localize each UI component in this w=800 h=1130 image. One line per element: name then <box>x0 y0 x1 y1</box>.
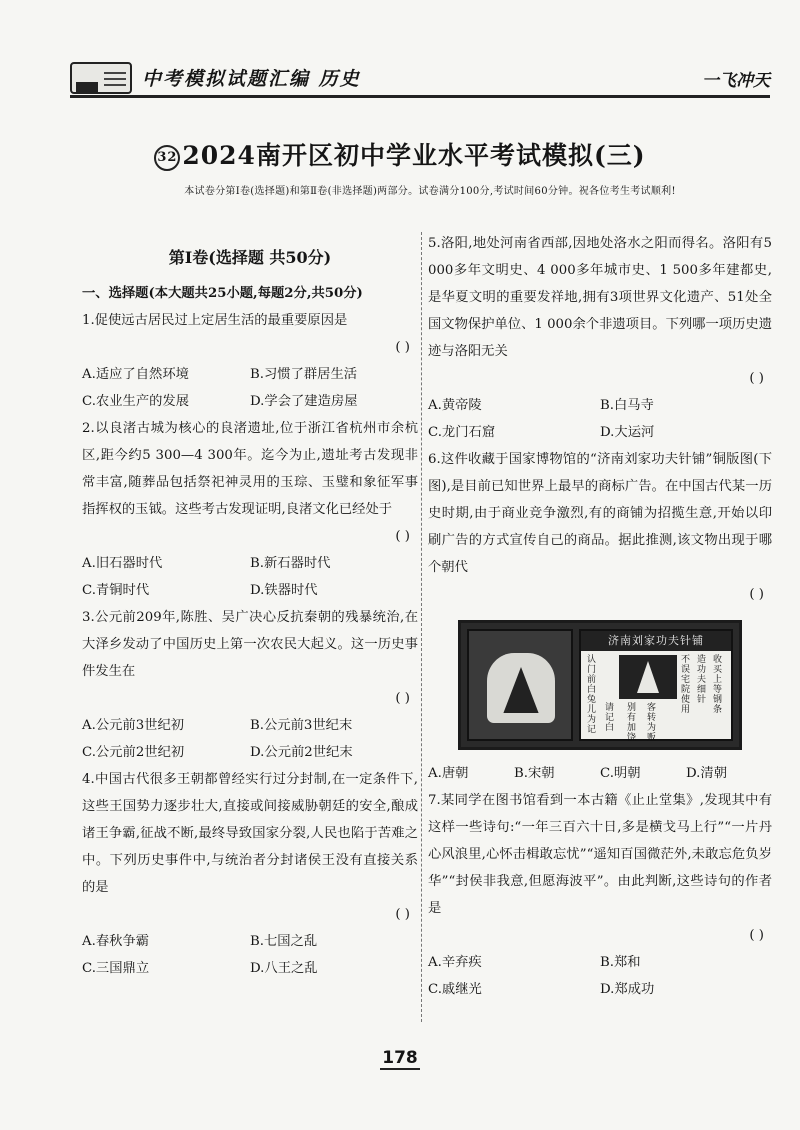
exam-instructions: 本试卷分第Ⅰ卷(选择题)和第Ⅱ卷(非选择题)两部分。试卷满分100分,考试时间60分钟。祝各位考生考试顺利! <box>184 186 676 197</box>
option: B.公元前3世纪末 <box>250 718 353 733</box>
option: C.龙门石窟 <box>428 425 496 440</box>
option-list <box>428 949 772 1003</box>
plate-column-text: 收买上等钢条 <box>713 655 723 715</box>
question-stem: 1.促使远古居民过上定居生活的最重要原因是 <box>82 313 348 328</box>
option: D.公元前2世纪末 <box>250 745 353 760</box>
option-list <box>82 361 418 415</box>
answer-bracket: ( ) <box>749 371 764 386</box>
question-stem: 6.这件收藏于国家博物馆的“济南刘家功夫针铺”铜版图(下图),是目前已知世界上最早的商标广告。在中国古代某一历史时期,由于商业竞争激烈,有的商铺为招揽生意,开始以印刷广告的方式宣传自己的商品。据此推测,该文物出现于哪个朝代 <box>428 452 772 575</box>
page-header <box>70 58 770 98</box>
column-divider <box>421 232 422 1022</box>
plate-left-panel <box>467 629 573 741</box>
question <box>428 446 772 787</box>
printing-plate-figure <box>458 620 742 750</box>
brand-name: 一飞冲天 <box>702 71 770 91</box>
option: A.公元前3世纪初 <box>82 718 185 733</box>
white-rabbit-icon <box>619 655 677 699</box>
left-column <box>82 230 418 982</box>
plate-header-text: 济南刘家功夫针铺 <box>581 631 731 651</box>
option-list <box>428 392 772 446</box>
page-number <box>0 1048 800 1070</box>
option: D.清朝 <box>686 766 728 781</box>
page-number-text: 178 <box>382 1048 418 1068</box>
option: A.春秋争霸 <box>82 934 150 949</box>
option: A.适应了自然环境 <box>82 367 189 382</box>
option: B.七国之乱 <box>250 934 318 949</box>
exam-title-text: 2024南开区初中学业水平考试模拟(三) <box>182 141 646 170</box>
option: A.唐朝 <box>428 766 469 781</box>
option: A.旧石器时代 <box>82 556 163 571</box>
plate-column-text: 造功夫细针 <box>697 655 707 705</box>
question-stem: 2.以良渚古城为核心的良渚遗址,位于浙江省杭州市余杭区,距今约5 300—4 300年。迄今为止,遗址考古发现非常丰富,随葬品包括祭祀神灵用的玉琮、玉璧和象征军事指挥权的玉钺。这些考古发现证明,良渚文化已经处于 <box>82 421 418 517</box>
option: A.黄帝陵 <box>428 398 482 413</box>
answer-bracket: ( ) <box>395 340 410 355</box>
question-stem: 5.洛阳,地处河南省西部,因地处洛水之阳而得名。洛阳有5 000多年文明史、4 000多年城市史、1 500多年建都史,是华夏文明的重要发祥地,拥有3项世界文化遗产、51处全国文物保护单位、1 000余个非遗项目。下列哪一项历史遗迹与洛阳无关 <box>428 236 772 359</box>
option: C.三国鼎立 <box>82 961 150 976</box>
section-heading: 一、选择题(本大题共25小题,每题2分,共50分) <box>82 286 363 301</box>
question <box>428 230 772 446</box>
question <box>428 787 772 1003</box>
question <box>82 415 418 604</box>
option: B.宋朝 <box>514 766 555 781</box>
option: C.农业生产的发展 <box>82 394 190 409</box>
plate-column-text: 不误宅院使用 <box>681 655 691 715</box>
question-stem: 3.公元前209年,陈胜、吴广决心反抗秦朝的残暴统治,在大泽乡发动了中国历史上第一次农民大起义。这一历史事件发生在 <box>82 610 418 679</box>
answer-bracket: ( ) <box>395 691 410 706</box>
option: D.郑成功 <box>600 982 655 997</box>
book-logo-icon <box>70 62 132 94</box>
option: C.青铜时代 <box>82 583 150 598</box>
option: A.辛弃疾 <box>428 955 482 970</box>
exam-number-badge: 32 <box>154 145 180 171</box>
answer-bracket: ( ) <box>749 928 764 943</box>
section-title: 第Ⅰ卷(选择题 共50分) <box>168 248 332 267</box>
option-list <box>82 550 418 604</box>
question <box>82 766 418 982</box>
option: C.公元前2世纪初 <box>82 745 185 760</box>
rabbit-emblem-icon <box>487 653 555 723</box>
right-column <box>428 230 772 1003</box>
exam-title <box>0 136 800 172</box>
option-list <box>428 760 772 787</box>
answer-bracket: ( ) <box>749 587 764 602</box>
option: C.戚继光 <box>428 982 482 997</box>
plate-column-text: 请记白 <box>605 703 615 733</box>
plate-side-text: 认门前白兔儿为记 <box>587 655 597 735</box>
plate-column-text: 别有加饶 <box>627 703 637 743</box>
option: D.铁器时代 <box>250 583 318 598</box>
option: C.明朝 <box>600 766 641 781</box>
option: B.习惯了群居生活 <box>250 367 358 382</box>
option: B.郑和 <box>600 955 641 970</box>
question-stem: 4.中国古代很多王朝都曾经实行过分封制,在一定条件下,这些王国势力逐步壮大,直接或间接威胁朝廷的安全,酿成诸王争霸,征战不断,最终导致国家分裂,人民也陷于苦难之中。下列历史事件中,与统治者分封诸侯王没有直接关系的是 <box>82 772 418 895</box>
option-list <box>82 712 418 766</box>
option: D.大运河 <box>600 425 655 440</box>
question-stem: 7.某同学在图书馆看到一本古籍《止止堂集》,发现其中有这样一些诗句:“一年三百六十日,多是横戈马上行”“一片丹心风浪里,心怀击楫敢忘忧”“遥知百国微茫外,未敢忘危负岁华”“封侯非我意,但愿海波平”。由此判断,这些诗句的作者是 <box>428 793 772 916</box>
question <box>82 307 418 415</box>
answer-bracket: ( ) <box>395 529 410 544</box>
plate-text-panel <box>579 629 733 741</box>
question <box>82 604 418 766</box>
option-list <box>82 928 418 982</box>
plate-column-text: 客转为贩 <box>647 703 657 743</box>
option: B.白马寺 <box>600 398 654 413</box>
answer-bracket: ( ) <box>395 907 410 922</box>
series-title: 中考模拟试题汇编 历史 <box>142 68 361 90</box>
option: B.新石器时代 <box>250 556 331 571</box>
option: D.学会了建造房屋 <box>250 394 358 409</box>
option: D.八王之乱 <box>250 961 318 976</box>
